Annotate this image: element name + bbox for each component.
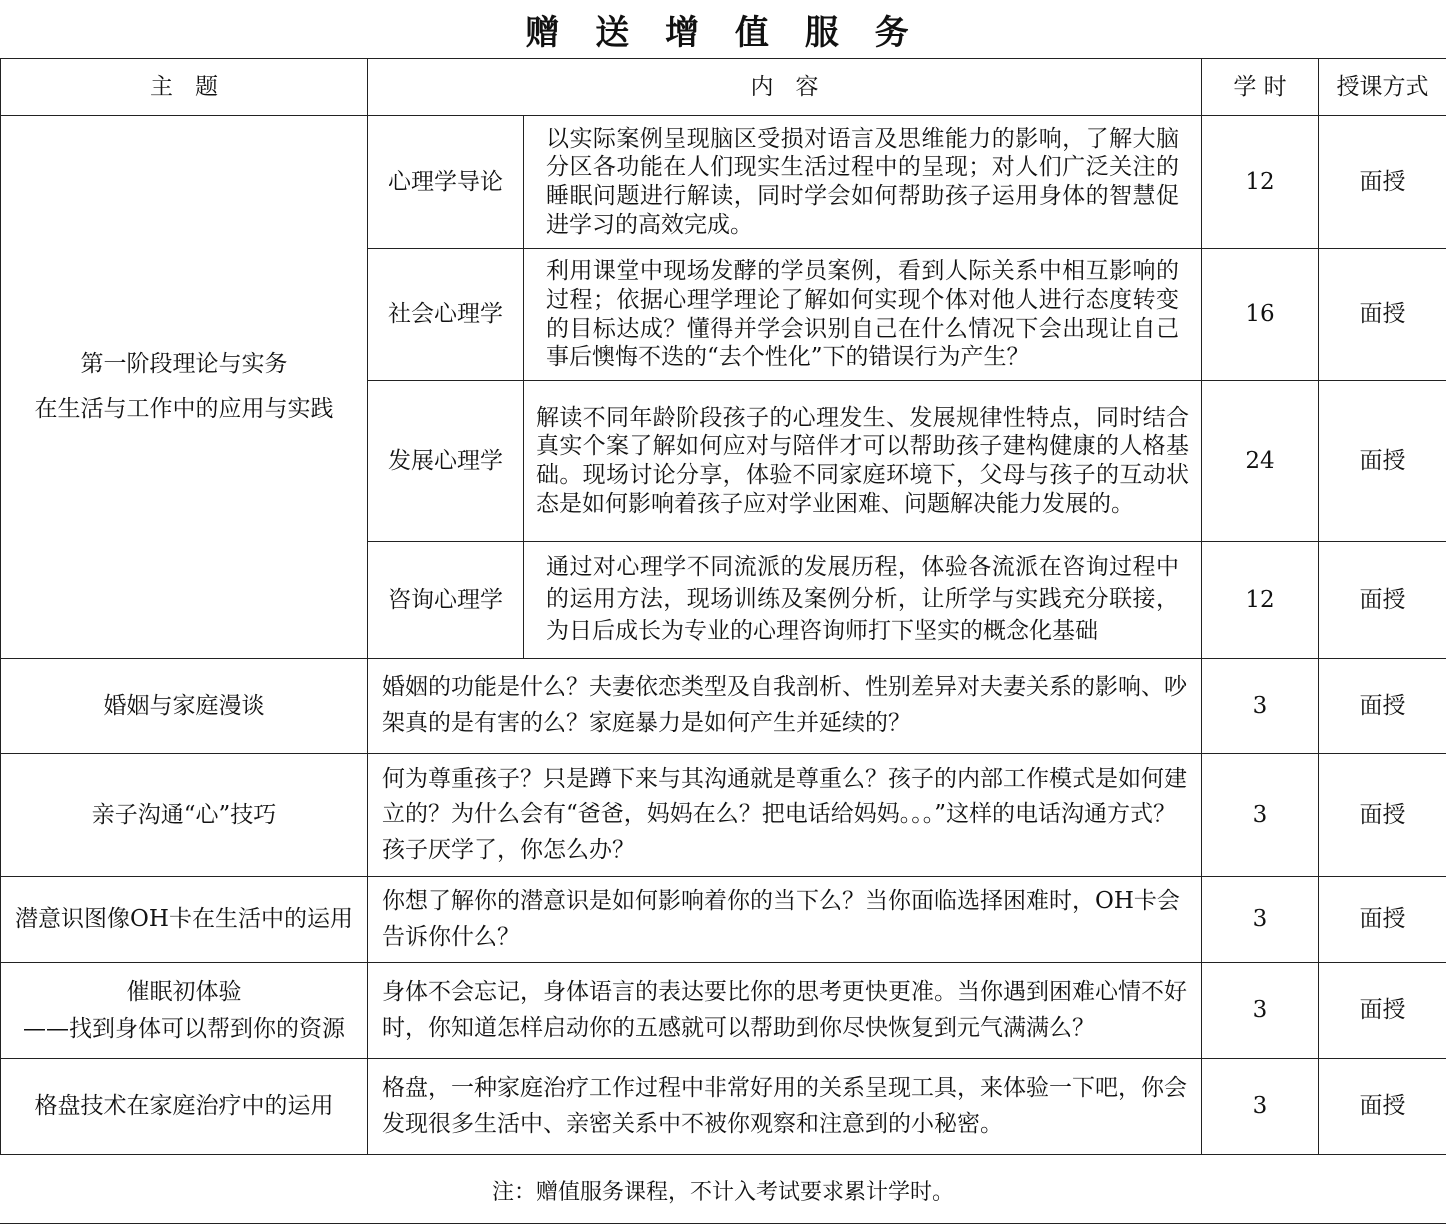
row-hours: 3	[1202, 877, 1319, 963]
course-hours: 24	[1202, 381, 1319, 542]
row-content: 何为尊重孩子？只是蹲下来与其沟通就是尊重么？孩子的内部工作模式是如何建立的？为什么会有“爸爸，妈妈在么？把电话给妈妈。。。”这样的电话沟通方式？孩子厌学了，你怎么办？	[368, 754, 1202, 877]
footnote: 注：赠值服务课程，不计入考试要求累计学时。	[0, 1157, 1446, 1224]
row-method: 面授	[1319, 754, 1446, 877]
row-content: 格盘，一种家庭治疗工作过程中非常好用的关系呈现工具，来体验一下吧，你会发现很多生活中、亲密关系中不被你观察和注意到的小秘密。	[368, 1059, 1202, 1155]
page-title: 赠 送 增 值 服 务	[0, 0, 1446, 58]
course-content: 通过对心理学不同流派的发展历程，体验各流派在咨询过程中的运用方法，现场训练及案例分析，让所学与实践充分联接，为日后成长为专业的心理咨询师打下坚实的概念化基础	[524, 542, 1202, 659]
course-name: 咨询心理学	[368, 542, 524, 659]
services-table	[0, 58, 1446, 1155]
row-topic: 亲子沟通“心”技巧	[1, 754, 368, 877]
row-hours: 3	[1202, 963, 1319, 1059]
row-content: 婚姻的功能是什么？夫妻依恋类型及自我剖析、性别差异对夫妻关系的影响、吵架真的是有害的么？家庭暴力是如何产生并延续的？	[368, 659, 1202, 754]
stage-topic-line2: 在生活与工作中的应用与实践	[1, 395, 367, 424]
course-hours: 12	[1202, 542, 1319, 659]
table-row	[1, 116, 1446, 249]
table-row	[1, 659, 1446, 754]
course-hours: 12	[1202, 116, 1319, 249]
course-method: 面授	[1319, 249, 1446, 381]
row-content: 身体不会忘记，身体语言的表达要比你的思考更快更准。当你遇到困难心情不好时，你知道怎样启动你的五感就可以帮助到你尽快恢复到元气满满么？	[368, 963, 1202, 1059]
table-row	[1, 877, 1446, 963]
row-method: 面授	[1319, 659, 1446, 754]
header-hours: 学 时	[1202, 59, 1319, 116]
row-hours: 3	[1202, 1059, 1319, 1155]
course-name: 社会心理学	[368, 249, 524, 381]
course-content: 解读不同年龄阶段孩子的心理发生、发展规律性特点，同时结合真实个案了解如何应对与陪伴才可以帮助孩子建构健康的人格基础。现场讨论分享，体验不同家庭环境下，父母与孩子的互动状态是如何影响着孩子应对学业困难、问题解决能力发展的。	[524, 381, 1202, 542]
table-row	[1, 963, 1446, 1059]
row-topic	[1, 963, 368, 1059]
header-content: 内 容	[368, 59, 1202, 116]
row-hours: 3	[1202, 754, 1319, 877]
row-topic-line2: ——找到身体可以帮到你的资源	[1, 1015, 367, 1044]
course-hours: 16	[1202, 249, 1319, 381]
table-row	[1, 754, 1446, 877]
course-content: 以实际案例呈现脑区受损对语言及思维能力的影响，了解大脑分区各功能在人们现实生活过程中的呈现；对人们广泛关注的睡眠问题进行解读，同时学会如何帮助孩子运用身体的智慧促进学习的高效完成。	[524, 116, 1202, 249]
header-topic: 主 题	[1, 59, 368, 116]
row-method: 面授	[1319, 1059, 1446, 1155]
row-method: 面授	[1319, 877, 1446, 963]
row-hours: 3	[1202, 659, 1319, 754]
header-row	[1, 59, 1446, 116]
stage-topic-line1: 第一阶段理论与实务	[1, 350, 367, 379]
row-method: 面授	[1319, 963, 1446, 1059]
course-name: 发展心理学	[368, 381, 524, 542]
course-method: 面授	[1319, 381, 1446, 542]
stage-topic-cell	[1, 116, 368, 659]
course-name: 心理学导论	[368, 116, 524, 249]
course-method: 面授	[1319, 542, 1446, 659]
row-topic: 格盘技术在家庭治疗中的运用	[1, 1059, 368, 1155]
course-content: 利用课堂中现场发酵的学员案例，看到人际关系中相互影响的过程；依据心理学理论了解如何实现个体对他人进行态度转变的目标达成？懂得并学会识别自己在什么情况下会出现让自己事后懊悔不迭的“去个性化”下的错误行为产生？	[524, 249, 1202, 381]
row-topic: 潜意识图像OH卡在生活中的运用	[1, 877, 368, 963]
course-method: 面授	[1319, 116, 1446, 249]
row-topic-line1: 催眠初体验	[1, 978, 367, 1007]
table-row	[1, 1059, 1446, 1155]
row-topic: 婚姻与家庭漫谈	[1, 659, 368, 754]
header-method: 授课方式	[1319, 59, 1446, 116]
row-content: 你想了解你的潜意识是如何影响着你的当下么？当你面临选择困难时，OH卡会告诉你什么？	[368, 877, 1202, 963]
